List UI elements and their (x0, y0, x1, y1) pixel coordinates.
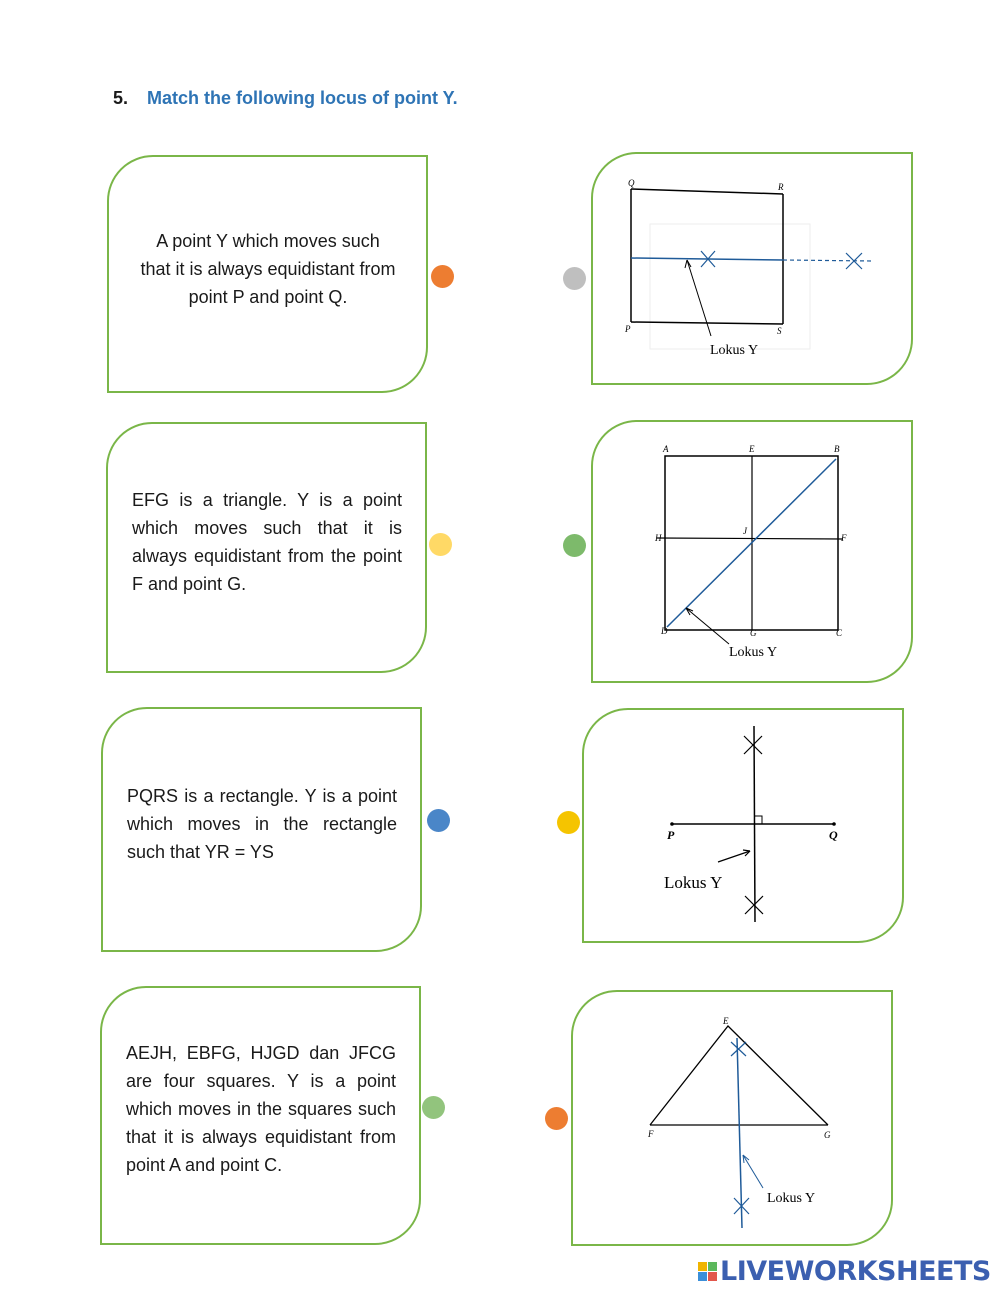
label-A: A (663, 444, 669, 454)
triangle-locus-figure (573, 992, 891, 1244)
label-S: S (777, 326, 782, 336)
label-D: D (661, 626, 668, 636)
locus-label: Lokus Y (767, 1191, 816, 1206)
statement-card-4 (100, 986, 421, 1245)
logo-wordmark: LIVEWORKSHEETS (720, 1256, 991, 1287)
statement-card-3 (101, 707, 422, 952)
figure-card-squares (591, 420, 913, 683)
locus-label: Lokus Y (664, 873, 723, 892)
label-E: E (723, 1016, 729, 1026)
match-dot-left-3[interactable] (427, 809, 450, 832)
label-E: E (749, 444, 755, 454)
match-dot-right-1[interactable] (563, 267, 586, 290)
label-B: B (834, 444, 840, 454)
label-C: C (836, 628, 843, 638)
label-F: F (648, 1129, 654, 1139)
statement-text-4: AEJH, EBFG, HJGD dan JFCG are four squares. Y is a point which moves in the squares such that it is always equidistant from point A and point C. (126, 1043, 396, 1175)
rectangle-locus-figure (593, 154, 911, 383)
label-P: P (667, 828, 675, 842)
question-title: Match the following locus of point Y. (147, 88, 458, 108)
label-G: G (824, 1130, 831, 1140)
figure-card-triangle (571, 990, 893, 1246)
match-dot-left-1[interactable] (431, 265, 454, 288)
locus-label: Lokus Y (729, 645, 778, 660)
figure-card-rectangle (591, 152, 913, 385)
match-dot-right-4[interactable] (545, 1107, 568, 1130)
statement-text-3: PQRS is a rectangle. Y is a point which moves in the rectangle such that YR = YS (127, 786, 397, 862)
question-number: 5. (113, 88, 129, 108)
label-F: F (841, 533, 847, 543)
logo-mark-icon (698, 1262, 717, 1281)
locus-label: Lokus Y (710, 343, 759, 358)
match-dot-left-4[interactable] (422, 1096, 445, 1119)
label-G: G (750, 628, 757, 638)
statement-text-2: EFG is a triangle. Y is a point which moves such that it is always equidistant from the point F and point G. (132, 490, 402, 594)
label-H: H (655, 533, 662, 543)
statement-text-1: A point Y which moves such that it is always equidistant from point P and point Q. (140, 231, 396, 307)
label-Q: Q (829, 828, 838, 842)
label-R: R (778, 182, 784, 192)
match-dot-right-3[interactable] (557, 811, 580, 834)
statement-card-2 (106, 422, 427, 673)
label-Q: Q (628, 178, 635, 188)
statement-card-1 (107, 155, 428, 393)
label-J: J (743, 526, 747, 536)
squares-locus-figure (593, 422, 911, 681)
match-dot-right-2[interactable] (563, 534, 586, 557)
match-dot-left-2[interactable] (429, 533, 452, 556)
liveworksheets-logo (698, 1256, 991, 1287)
label-P: P (625, 324, 631, 334)
bisector-locus-figure (584, 710, 902, 941)
figure-card-bisector (582, 708, 904, 943)
